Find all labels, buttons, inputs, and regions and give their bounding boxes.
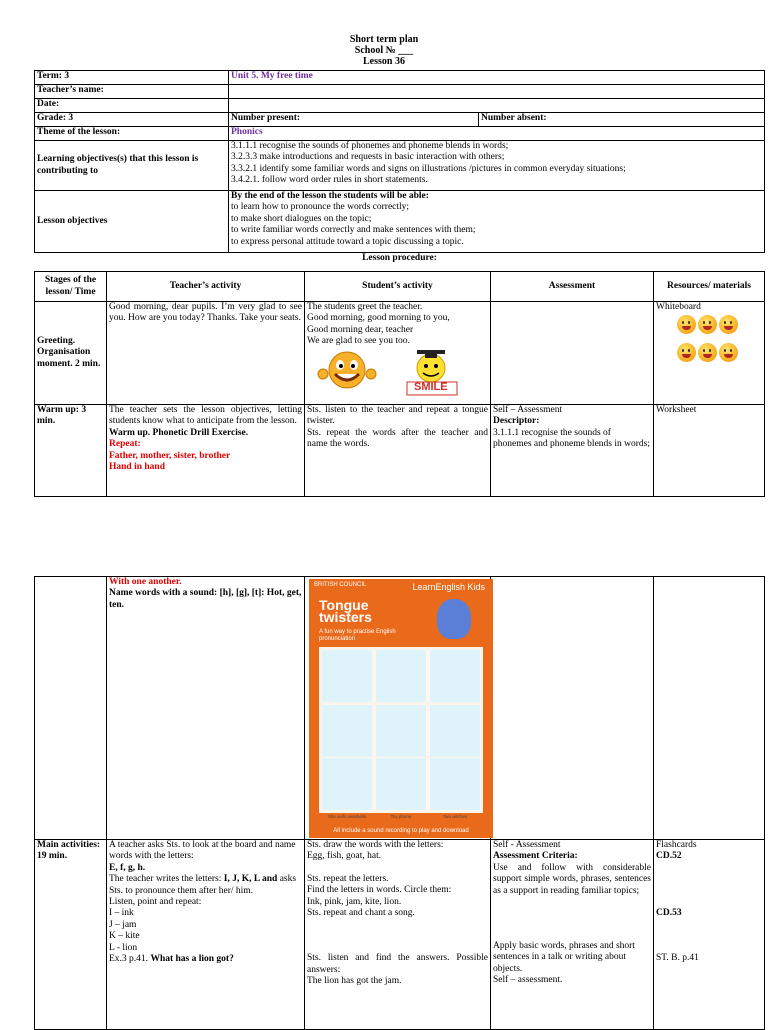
warmup-resources: Worksheet <box>654 405 765 497</box>
unit-title: Unit 5. My free time <box>229 71 765 85</box>
main-student-3: Sts. repeat the letters. <box>307 873 389 884</box>
warmup-assessment-1: Self – Assessment <box>493 405 563 415</box>
warmup-assessment <box>491 405 654 497</box>
repeat-words: Father, mother, sister, brother <box>109 450 231 461</box>
exercise-3-ref: Ex.3 p.41. <box>109 954 149 965</box>
greeting-student <box>305 302 491 405</box>
objective-item: 3.3.2.1 identify some familiar words and signs on illustrations /pictures in common everyday situations; <box>231 163 626 174</box>
greeting-assessment <box>491 302 654 405</box>
lesson-objective-item: to write familiar words correctly and make sentences with them; <box>231 225 476 236</box>
cont-stage <box>35 577 107 840</box>
lesson-objectives <box>229 191 765 253</box>
main-stage: Main activities: 19 min. <box>35 840 107 1030</box>
spacer <box>307 863 488 874</box>
teacher-name-label: Teacher’s name: <box>35 85 229 99</box>
main-student-8: The lion has got the jam. <box>307 976 402 987</box>
greeting-student-line: The students greet the teacher. <box>307 302 423 312</box>
main-letters: E, f, g, h. <box>109 862 146 873</box>
main-teacher <box>107 840 305 1030</box>
main-letters-ijkl: I, J, K, L and <box>223 874 278 885</box>
grade-label: Grade: 3 <box>35 113 229 127</box>
british-council-logo: BRITISH COUNCIL <box>314 582 367 588</box>
main-student-2: Egg, fish, goat, hat. <box>307 851 382 862</box>
col-resources: Resources/ materials <box>654 272 765 302</box>
warmup-assessment-2: 3.1.1.1 recognise the sounds of phonemes and phoneme blends in words; <box>493 427 650 450</box>
repeat-label: Repeat: <box>109 439 141 450</box>
emoji-face-icon <box>719 315 738 334</box>
warmup-teacher-text: The teacher sets the lesson objectives, letting students know what to anticipate from the lesson. <box>109 405 302 427</box>
emoji-face-icon <box>677 343 696 362</box>
school-number: School № ___ <box>354 45 414 56</box>
lesson-objective-item: to express personal attitude toward a topic discussing a topic. <box>231 236 464 247</box>
warmup-stage: Warm up: 3 min. <box>35 405 107 497</box>
info-table <box>34 70 765 265</box>
word-item: J – jam <box>109 919 137 930</box>
poster-title-1: Tongue <box>319 597 369 613</box>
greeting-student-line: Good morning, good morning to you, <box>307 313 450 324</box>
flashcards-resource: Flashcards <box>656 840 697 850</box>
poster-picture-grid <box>319 647 483 819</box>
word-item: I – ink <box>109 908 134 919</box>
main-resources <box>654 840 765 1030</box>
poster-caption: She sells seashells <box>327 814 367 819</box>
main-teacher-2c: asks Sts. to pronounce them after her/ him. <box>109 874 297 896</box>
objective-item: 3.1.1.1 recognise the sounds of phonemes and phoneme blends in words; <box>231 141 509 151</box>
poster-title-2: twisters <box>319 609 372 625</box>
main-teacher-2 <box>109 874 302 897</box>
col-student: Student’s activity <box>305 272 491 302</box>
student-book-resource: ST. B. p.41 <box>656 953 699 964</box>
greeting-stage: Greeting. Organisation moment. 2 min. <box>35 302 107 405</box>
spacer <box>307 919 488 953</box>
emoji-face-icon <box>698 343 717 362</box>
phone-picture <box>376 758 426 819</box>
smiley-images <box>307 348 488 396</box>
spacer <box>493 897 651 941</box>
lesson-objective-item: to learn how to pronounce the words correctly; <box>231 202 410 213</box>
greeting-student-line: We are glad to see you too. <box>307 336 410 347</box>
main-student-4: Find the letters in words. Circle them: <box>307 885 452 896</box>
col-teacher: Teacher’s activity <box>107 272 305 302</box>
cont-teacher <box>107 577 305 840</box>
hand-in-hand: Hand in hand <box>109 462 165 473</box>
main-assessment-3: Apply basic words, phrases and short sentences in a talk or writing about objects. <box>493 941 635 974</box>
lesson-objectives-heading: By the end of the lesson the students will be able: <box>231 191 429 201</box>
warmup-drill: Warm up. Phonetic Drill Exercise. <box>109 427 249 438</box>
smiley-illustration <box>307 348 477 396</box>
kitten-picture <box>376 705 426 757</box>
main-teacher-2a: The teacher writes the letters: <box>109 874 222 885</box>
name-words-sound: Name words with a sound: [h], [g], [t]: Hot, get, ten. <box>109 588 302 610</box>
main-student-5: Ink, pink, jam, kite, lion. <box>307 896 402 907</box>
witch-picture <box>430 758 480 819</box>
plan-title: Short term plan <box>349 34 419 45</box>
number-present-label: Number present: <box>229 113 479 127</box>
emoji-face-icon <box>719 343 738 362</box>
warmup-student <box>305 405 491 497</box>
greeting-resources <box>654 302 765 405</box>
theme-label: Theme of the lesson: <box>35 127 229 141</box>
main-student <box>305 840 491 1030</box>
objective-item: 3.2.3.3 make introductions and requests in basic interaction with others; <box>231 152 505 163</box>
warmup-student-2: Sts. repeat the words after the teacher and name the words. <box>307 427 488 450</box>
seashell-picture <box>322 758 372 819</box>
emoji-face-icon <box>677 315 696 334</box>
spacer <box>656 919 762 953</box>
cont-resources <box>654 577 765 840</box>
cd52-resource: CD.52 <box>656 851 682 862</box>
cd53-resource: CD.53 <box>656 907 682 918</box>
poster-subtitle: A fun way to practise English pronunciation <box>319 629 396 642</box>
cont-assessment <box>491 577 654 840</box>
poster-caption: Two witches <box>442 814 468 819</box>
smile-label: SMILE <box>414 380 448 393</box>
number-absent-label: Number absent: <box>479 113 765 127</box>
main-assessment <box>491 840 654 1030</box>
learning-objectives <box>229 141 765 191</box>
date-value <box>229 99 765 113</box>
learning-objectives-label: Learning objectives(s) that this lesson is contributing to <box>35 141 229 191</box>
exercise-3-question: What has a lion got? <box>150 954 234 965</box>
date-label: Date: <box>35 99 229 113</box>
word-item: K – kite <box>109 931 140 942</box>
tongue-twisters-poster <box>309 579 493 838</box>
procedure-table <box>34 271 765 497</box>
warmup-descriptor: Descriptor: <box>493 416 540 427</box>
lesson-procedure-label: Lesson procedure: <box>362 253 437 263</box>
greeting-teacher: Good morning, dear pupils. I’m very glad to see you. How are you today? Thanks. Take your seats. <box>107 302 305 405</box>
col-assessment: Assessment <box>491 272 654 302</box>
theme-value: Phonics <box>229 127 765 141</box>
listen-point-repeat: Listen, point and repeat: <box>109 897 202 908</box>
word-item: L - lion <box>109 942 138 953</box>
bug-picture <box>322 650 372 702</box>
lesson-objectives-label: Lesson objectives <box>35 191 229 253</box>
greeting-student-line: Good morning dear, teacher <box>307 324 414 335</box>
lesson-objective-item: to make short dialogues on the topic; <box>231 213 372 224</box>
lesson-number: Lesson 36 <box>363 56 405 67</box>
objective-item: 3.4.2.1. follow word order rules in short statements. <box>231 175 428 186</box>
ice-cream-picture <box>322 705 372 757</box>
main-student-1: Sts. draw the words with the letters: <box>307 840 444 850</box>
teacher-name-value <box>229 85 765 99</box>
poster-caption: Toy phone <box>390 814 412 819</box>
whiteboard-resource: Whiteboard <box>656 302 701 312</box>
poster-title <box>319 599 372 623</box>
main-student-6: Sts. repeat and chant a song. <box>307 908 415 919</box>
main-assessment-1: Self - Assessment <box>493 840 561 850</box>
term-label: Term: 3 <box>35 71 229 85</box>
main-assessment-4: Self – assessment. <box>493 975 563 986</box>
main-assessment-2: Use and follow with considerable support simple words, phrases, sentences as a support in reading familiar topics; <box>493 862 651 896</box>
learnenglish-kids-logo: LearnEnglish Kids <box>412 582 485 592</box>
exercise-3 <box>109 954 302 965</box>
warmup-student-1: Sts. listen to the teacher and repeat a tongue twister. <box>307 405 488 427</box>
col-stages: Stages of the lesson/ Time <box>35 272 107 302</box>
main-teacher-1: A teacher asks Sts. to look at the board and name words with the letters: <box>109 840 296 862</box>
warmup-teacher <box>107 405 305 497</box>
spacer <box>656 863 762 908</box>
lorry-picture <box>430 705 480 757</box>
main-student-7: Sts. listen and find the answers. Possible answers: <box>307 953 488 975</box>
assessment-criteria: Assessment Criteria: <box>493 851 578 862</box>
emoji-face-icon <box>698 315 717 334</box>
with-one-another: With one another. <box>109 577 182 587</box>
coffee-picture <box>376 650 426 702</box>
fish-picture <box>430 650 480 702</box>
emoji-faces <box>656 313 746 368</box>
poster-footer: All include a sound recording to play and download <box>333 828 469 834</box>
monster-mascot-icon <box>437 599 471 639</box>
